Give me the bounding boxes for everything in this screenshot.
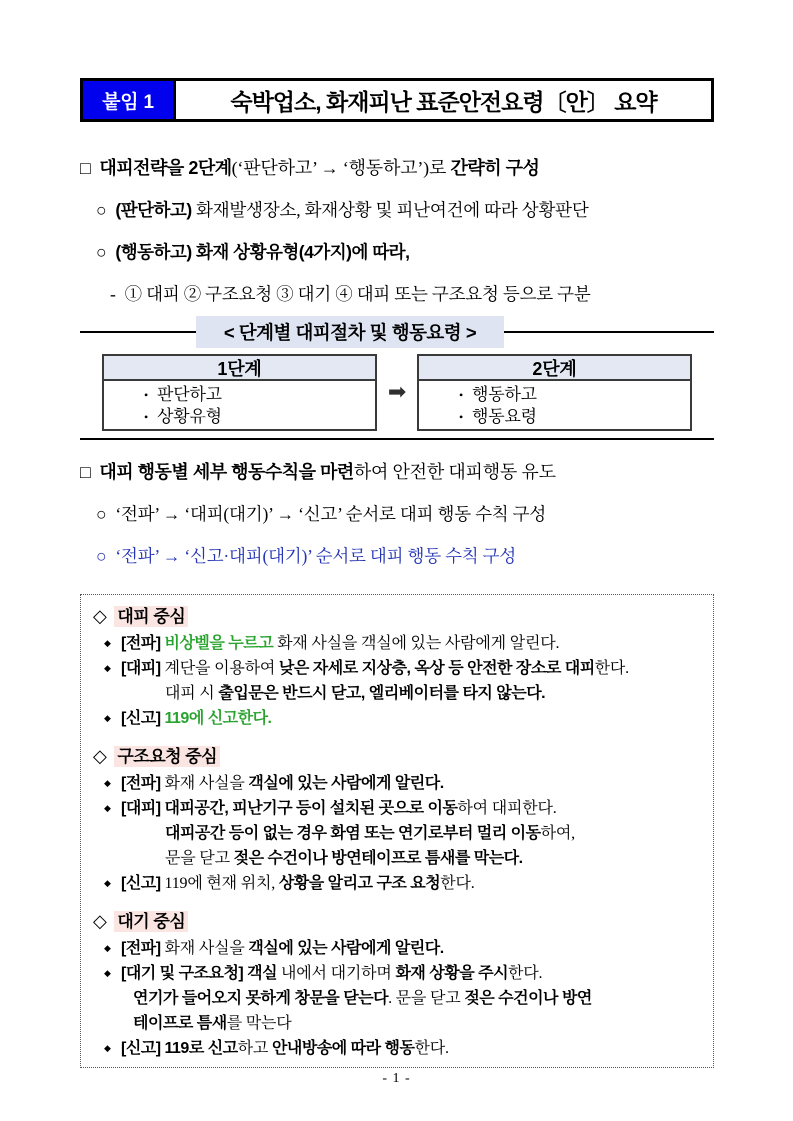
text-segment: (‘판단하고’ → ‘행동하고’)로 — [231, 158, 451, 178]
stage1-items — [102, 381, 377, 431]
text-segment: 객실에 있는 사람에게 알린다. — [248, 940, 444, 957]
text-segment: [전파] — [121, 775, 165, 792]
page-number: - 1 - — [382, 1071, 411, 1086]
diamond-icon: ◇ — [93, 911, 107, 931]
text-segment: [대피] — [121, 660, 165, 677]
text-segment: 하여 대피한다. — [457, 800, 557, 817]
diamond-icon: ◇ — [93, 746, 107, 766]
dash-bullet-icon: - — [110, 284, 116, 304]
item-act — [80, 242, 714, 263]
table-caption: < 단계별 대피절차 및 행동요령 > — [196, 316, 504, 348]
text-segment: 대피 행동별 세부 행동수칙을 마련 — [99, 462, 354, 482]
dot-bullet-icon: • — [144, 388, 149, 402]
guideline-line — [91, 986, 703, 1011]
text-segment: 출입문은 반드시 닫고, 엘리베이터를 타지 않는다. — [218, 685, 546, 702]
text-segment: 비상벨을 누르고 — [164, 635, 278, 652]
text-segment: 내에서 대기하며 — [281, 965, 396, 982]
guideline-line — [91, 846, 703, 871]
text-segment: 계단을 이용하여 — [164, 660, 279, 677]
page-title: 숙박업소, 화재피난 표준안전요령〔안〕 요약 — [230, 88, 657, 115]
dot-bullet-icon: • — [144, 410, 149, 424]
circle-bullet-icon: ○ — [96, 242, 107, 262]
diamond-bullet-icon: ◆ — [104, 803, 111, 813]
stage1-column — [102, 354, 377, 431]
diamond-icon: ◇ — [93, 606, 107, 626]
section-title — [91, 742, 703, 771]
table-item-label: 행동하고 — [472, 385, 537, 404]
text-segment: [신고] — [121, 710, 165, 727]
guideline-line — [91, 656, 703, 681]
text-segment: 한다. — [414, 1040, 449, 1057]
dot-bullet-icon: • — [459, 410, 464, 424]
text-segment: ‘전파’ → ‘대피(대기)’ → ‘신고’ 순서로 대피 행동 수칙 구성 — [115, 504, 547, 524]
text-segment: 화재 사실을 — [164, 940, 249, 957]
circle-bullet-icon: ○ — [96, 546, 107, 566]
heading-text — [99, 158, 539, 178]
text-segment: 119에 신고한다. — [164, 710, 272, 727]
stage1-header: 1단계 — [102, 354, 377, 381]
section-title — [91, 602, 703, 631]
section-title-label: 대피 중심 — [114, 606, 188, 627]
guideline-line — [91, 936, 703, 961]
guideline-line — [91, 821, 703, 846]
diamond-bullet-icon: ◆ — [104, 663, 111, 673]
guideline-line — [91, 1011, 703, 1036]
heading-evacuation-strategy — [80, 158, 714, 179]
text-segment: 한다. — [440, 875, 475, 892]
guideline-line — [91, 771, 703, 796]
text-segment: 테이프로 틈새 — [133, 1015, 227, 1032]
circle-bullet-icon: ○ — [96, 504, 107, 524]
text-segment: 문을 닫고 — [165, 850, 234, 867]
text-segment: 화재 상황을 주시 — [395, 965, 509, 982]
guideline-line — [91, 681, 703, 706]
procedure-table — [80, 317, 714, 440]
text-segment: 하여 안전한 대피행동 유도 — [353, 462, 556, 482]
item-judge — [80, 200, 714, 221]
table-body — [80, 354, 714, 431]
text-segment: 안내방송에 따라 행동 — [271, 1040, 415, 1057]
text-segment: 젖은 수건이나 방연테이프로 틈새를 막는다. — [233, 850, 523, 867]
text-segment: 한다. — [594, 660, 629, 677]
text-segment: 대피 시 — [165, 685, 219, 702]
table-item-label: 판단하고 — [157, 385, 222, 404]
stage2-items — [417, 381, 692, 431]
guideline-line — [91, 796, 703, 821]
guideline-line — [91, 871, 703, 896]
action-guidelines-box — [80, 594, 714, 1068]
heading-text — [99, 462, 555, 482]
diamond-bullet-icon: ◆ — [104, 878, 111, 888]
table-item-label: 상황유형 — [157, 407, 222, 426]
text-segment: 를 막는다 — [226, 1015, 292, 1032]
text-segment: 객실에 있는 사람에게 알린다. — [248, 775, 444, 792]
text-segment: [신고] 119로 신고 — [121, 1040, 238, 1057]
table-list-item — [459, 406, 690, 428]
item-flow-order-2 — [80, 546, 714, 567]
table-bottom-rule — [80, 438, 714, 440]
right-arrow-icon: ➡ — [387, 380, 407, 405]
item-text — [115, 242, 409, 262]
guideline-line — [91, 631, 703, 656]
text-segment: 119에 현재 위치, — [164, 875, 279, 892]
circle-bullet-icon: ○ — [96, 200, 107, 220]
section-title-label: 대기 중심 — [114, 911, 188, 932]
text-segment: 화재 사실을 객실에 있는 사람에게 알린다. — [277, 635, 560, 652]
text-segment: [전파] — [121, 635, 165, 652]
table-list-item — [144, 406, 375, 428]
text-segment: 대피전략을 2단계 — [99, 158, 232, 178]
item-text — [115, 504, 546, 524]
guideline-section — [91, 742, 703, 896]
text-segment: ‘전파’ → ‘신고·대피(대기)’ 순서로 대피 행동 수칙 구성 — [115, 546, 517, 566]
square-bullet-icon: □ — [80, 462, 91, 482]
diamond-bullet-icon: ◆ — [104, 638, 111, 648]
item-flow-order-1 — [80, 504, 714, 525]
table-list-item — [144, 384, 375, 406]
item-text — [115, 546, 516, 566]
text-segment: 대피공간 등이 없는 경우 화염 또는 연기로부터 멀리 이동 — [165, 825, 541, 842]
guideline-line — [91, 706, 703, 731]
item-text — [125, 284, 591, 304]
stage2-header: 2단계 — [417, 354, 692, 381]
guideline-section — [91, 907, 703, 1061]
dot-bullet-icon: • — [459, 388, 464, 402]
stage2-column — [417, 354, 692, 431]
text-segment: 한다. — [508, 965, 543, 982]
text-segment: (판단하고) — [115, 200, 197, 220]
text-segment: (행동하고) 화재 상황유형(4가지)에 따라, — [115, 242, 410, 262]
guideline-line — [91, 961, 703, 986]
table-list-item — [459, 384, 690, 406]
text-segment: [전파] — [121, 940, 165, 957]
guideline-section — [91, 602, 703, 731]
diamond-bullet-icon: ◆ — [104, 968, 111, 978]
text-segment: 상황을 알리고 구조 요청 — [278, 875, 441, 892]
text-segment: [대기 및 구조요청] 객실 — [121, 965, 282, 982]
text-segment: 대피공간, 피난기구 등이 설치된 곳으로 이동 — [164, 800, 458, 817]
square-bullet-icon: □ — [80, 158, 91, 178]
guideline-line — [91, 1036, 703, 1061]
caption-rule-right — [504, 331, 714, 333]
text-segment: 하여, — [540, 825, 575, 842]
attachment-badge: 붙임 1 — [83, 81, 176, 119]
text-segment: ① 대피 ② 구조요청 ③ 대기 ④ 대피 또는 구조요청 등으로 구분 — [124, 284, 591, 304]
diamond-bullet-icon: ◆ — [104, 943, 111, 953]
diamond-bullet-icon: ◆ — [104, 1043, 111, 1053]
text-segment: . 문을 닫고 — [388, 990, 465, 1007]
attachment-header — [80, 78, 714, 122]
caption-rule-left — [80, 331, 196, 333]
text-segment: 화재 사실을 — [164, 775, 249, 792]
section-title-label: 구조요청 중심 — [114, 746, 220, 767]
item-situation-types — [80, 284, 714, 305]
diamond-bullet-icon: ◆ — [104, 778, 111, 788]
text-segment: 낮은 자세로 지상층, 옥상 등 안전한 장소로 대피 — [278, 660, 595, 677]
text-segment: 연기가 들어오지 못하게 창문을 닫는다 — [133, 990, 389, 1007]
table-item-label: 행동요령 — [472, 407, 537, 426]
section-title — [91, 907, 703, 936]
text-segment: 하고 — [237, 1040, 272, 1057]
text-segment: [신고] — [121, 875, 165, 892]
text-segment: [대피] — [121, 800, 165, 817]
heading-action-rules — [80, 462, 714, 483]
table-caption-row — [80, 317, 714, 347]
diamond-bullet-icon: ◆ — [104, 713, 111, 723]
item-text — [115, 200, 588, 220]
text-segment: 젖은 수건이나 방연 — [464, 990, 592, 1007]
text-segment: 간략히 구성 — [450, 158, 540, 178]
text-segment: 화재발생장소, 화재상황 및 피난여건에 따라 상황판단 — [196, 200, 589, 220]
